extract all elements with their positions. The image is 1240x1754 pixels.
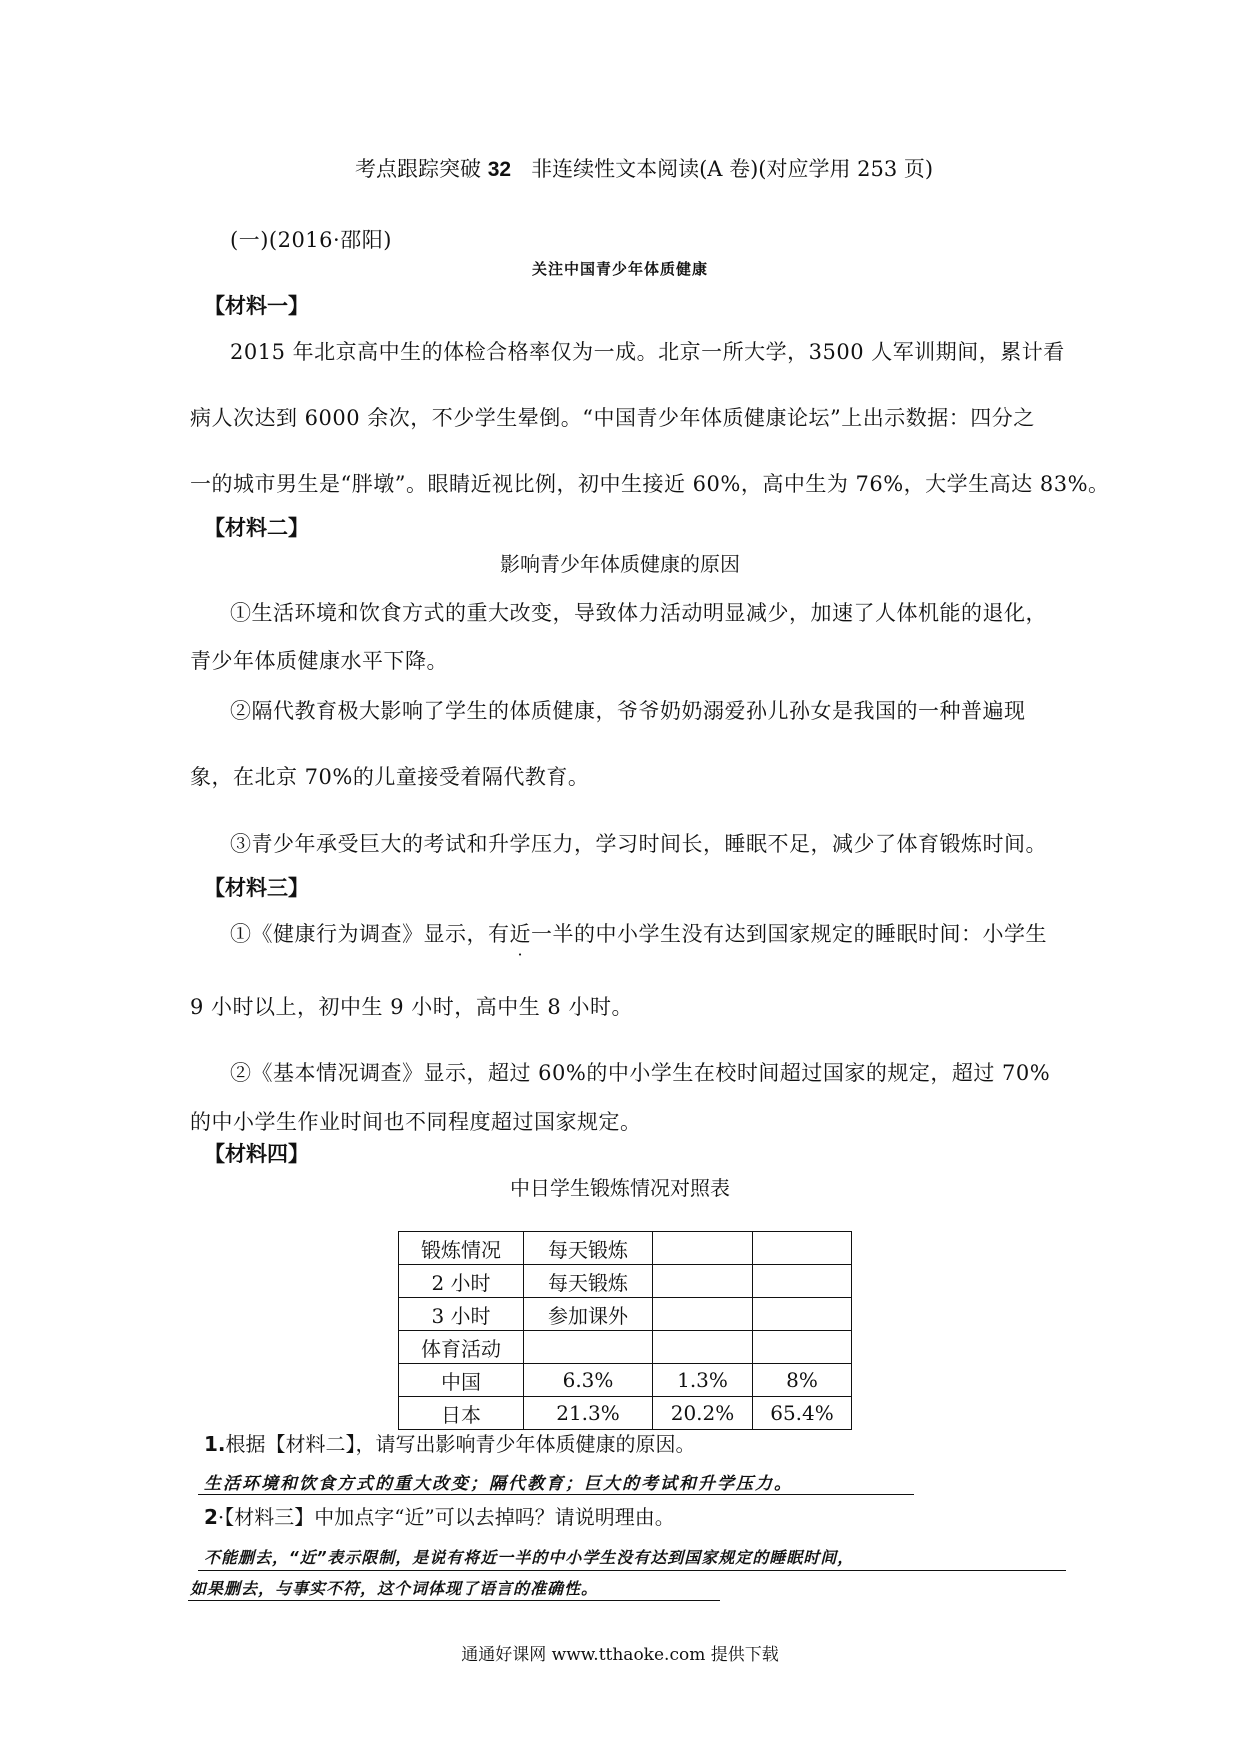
exercise-comparison-table — [398, 1231, 852, 1430]
article-title: 关注中国青少年体质健康 — [531, 260, 708, 278]
table-cell: 6.3% — [524, 1364, 653, 1397]
table-cell — [753, 1331, 852, 1364]
table-cell — [653, 1232, 753, 1265]
title-number: 32 — [487, 158, 512, 181]
material2-line-3: ②隔代教育极大影响了学生的体质健康，爷爷奶奶溺爱孙儿孙女是我国的一种普遍现 — [230, 699, 1026, 723]
answer-underline — [188, 1600, 720, 1601]
material3-line-2: 9 小时以上，初中生 9 小时，高中生 8 小时。 — [190, 995, 633, 1019]
material2-heading: 影响青少年体质健康的原因 — [500, 552, 740, 576]
table-cell: 3 小时 — [399, 1298, 524, 1331]
table-row — [399, 1265, 852, 1298]
question-2-answer-line-1: 不能删去，“近”表示限制，是说有将近一半的中小学生没有达到国家规定的睡眠时间， — [204, 1548, 855, 1567]
material2-line-2: 青少年体质健康水平下降。 — [190, 649, 448, 673]
table-cell — [753, 1265, 852, 1298]
table-cell: 21.3% — [524, 1397, 653, 1430]
table-cell — [653, 1331, 753, 1364]
table-row — [399, 1364, 852, 1397]
table-cell: 1.3% — [653, 1364, 753, 1397]
material1-line-2: 病人次达到 6000 余次，不少学生晕倒。“中国青少年体质健康论坛”上出示数据：四分之 — [190, 406, 1035, 430]
material3-label: 【材料三】 — [204, 876, 309, 900]
question-1-answer: 生活环境和饮食方式的重大改变；隔代教育；巨大的考试和升学压力。 — [204, 1474, 793, 1494]
table-cell: 20.2% — [653, 1397, 753, 1430]
table-row — [399, 1331, 852, 1364]
material1-line-1: 2015 年北京高中生的体检合格率仅为一成。北京一所大学，3500 人军训期间，累计看 — [230, 340, 1065, 364]
dotted-char: 近 — [509, 922, 531, 946]
table-cell: 每天锻炼 — [524, 1265, 653, 1298]
table-cell: 锻炼情况 — [399, 1232, 524, 1265]
question-2 — [204, 1501, 675, 1530]
table-cell: 2 小时 — [399, 1265, 524, 1298]
material2-line-5: ③青少年承受巨大的考试和升学压力，学习时间长，睡眠不足，减少了体育锻炼时间。 — [230, 832, 1047, 856]
question-1-number: 1. — [204, 1432, 226, 1456]
table-cell: 每天锻炼 — [524, 1232, 653, 1265]
material3-line-1-after: 一半的中小学生没有达到国家规定的睡眠时间：小学生 — [531, 922, 1047, 946]
question-1 — [204, 1428, 696, 1457]
table-cell — [524, 1331, 653, 1364]
table-cell: 日本 — [399, 1397, 524, 1430]
table-cell: 体育活动 — [399, 1331, 524, 1364]
table-cell: 中国 — [399, 1364, 524, 1397]
answer-underline — [198, 1494, 914, 1495]
section-source: (一)(2016·邵阳) — [230, 228, 392, 252]
material2-line-1: ①生活环境和饮食方式的重大改变，导致体力活动明显减少，加速了人体机能的退化， — [230, 601, 1047, 625]
question-2-number: 2 — [204, 1505, 218, 1529]
material3-line-1 — [230, 918, 1047, 948]
answer-underline — [198, 1570, 1066, 1571]
question-2-answer-line-2: 如果删去，与事实不符，这个词体现了语言的准确性。 — [190, 1579, 599, 1598]
material1-label: 【材料一】 — [204, 294, 309, 318]
material3-line-3: ②《基本情况调查》显示，超过 60%的中小学生在校时间超过国家的规定，超过 70% — [230, 1061, 1051, 1085]
table-row — [399, 1232, 852, 1265]
page-title — [355, 153, 933, 183]
page-footer: 通通好课网 www.tthaoke.com 提供下载 — [461, 1645, 779, 1665]
title-prefix: 考点跟踪突破 — [355, 157, 481, 181]
material4-label: 【材料四】 — [204, 1142, 309, 1166]
question-1-text: 根据【材料二】，请写出影响青少年体质健康的原因。 — [225, 1432, 696, 1456]
material1-line-3: 一的城市男生是“胖墩”。眼睛近视比例，初中生接近 60%，高中生为 76%，大学生高达 83%。 — [190, 472, 1110, 496]
table-row — [399, 1298, 852, 1331]
material2-label: 【材料二】 — [204, 516, 309, 540]
table-row — [399, 1397, 852, 1430]
table-cell — [753, 1298, 852, 1331]
material3-line-4: 的中小学生作业时间也不同程度超过国家规定。 — [190, 1110, 642, 1134]
table-cell: 参加课外 — [524, 1298, 653, 1331]
title-rest: 非连续性文本阅读(A 卷)(对应学用 253 页) — [531, 157, 934, 181]
table-cell — [753, 1232, 852, 1265]
table-cell — [653, 1298, 753, 1331]
material4-heading: 中日学生锻炼情况对照表 — [510, 1176, 730, 1200]
material2-line-4: 象，在北京 70%的儿童接受着隔代教育。 — [190, 765, 590, 789]
table-cell: 65.4% — [753, 1397, 852, 1430]
question-2-text: ·【材料三】中加点字“近”可以去掉吗？请说明理由。 — [217, 1505, 675, 1529]
material3-line-1-before: ①《健康行为调查》显示，有 — [230, 922, 510, 946]
table-cell: 8% — [753, 1364, 852, 1397]
table-cell — [653, 1265, 753, 1298]
